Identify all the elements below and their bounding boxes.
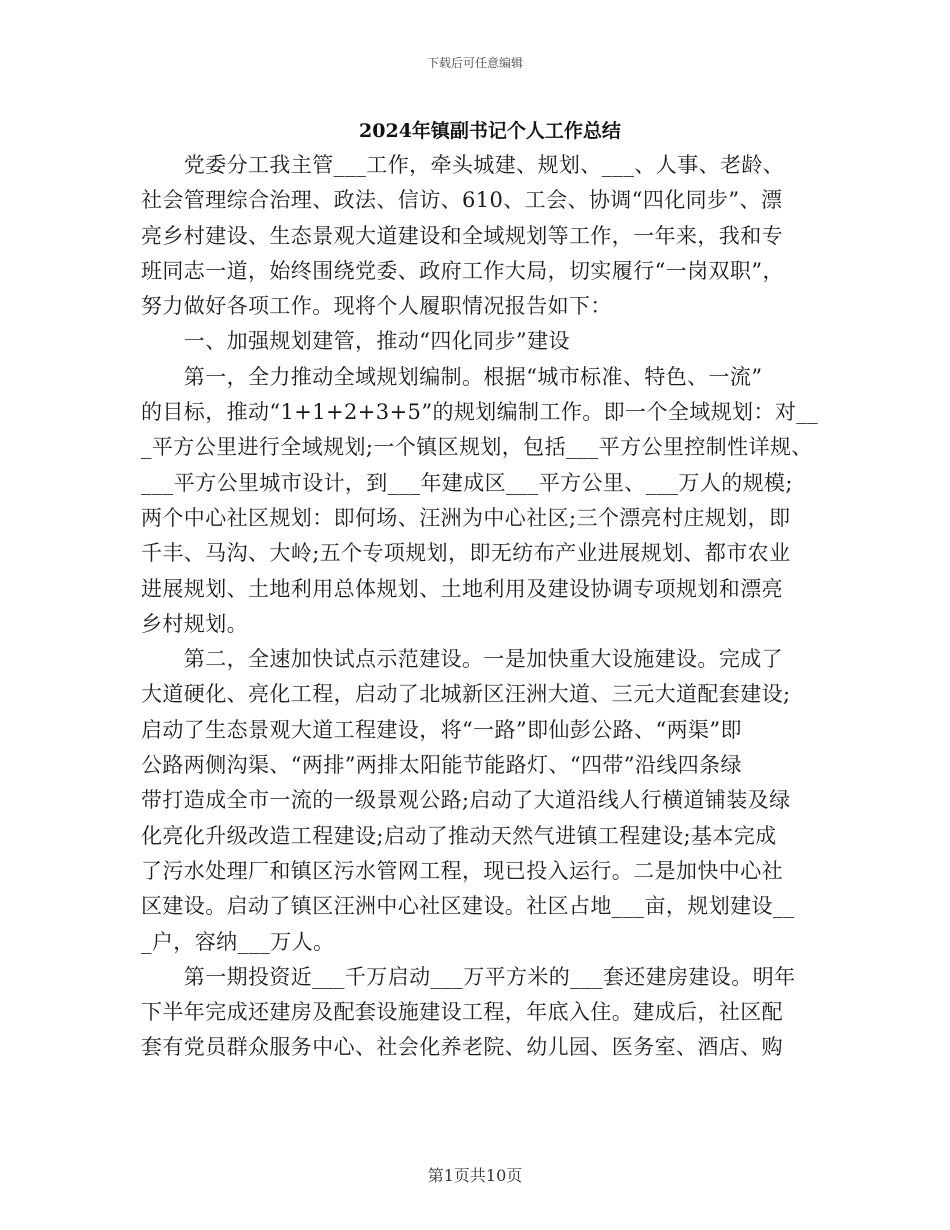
text-line: 化亮化升级改造工程建设;启动了推动天然气进镇工程建设;基本完成 <box>141 823 777 848</box>
text-line: 一、加强规划建管，推动“四化同步”建设 <box>141 329 570 354</box>
text-line: 千丰、马沟、大岭;五个专项规划，即无纺布产业进展规划、都市农业 <box>141 541 791 566</box>
text-line: 努力做好各项工作。现将个人履职情况报告如下： <box>141 294 612 319</box>
text-line: 带打造成全市一流的一级景观公路;启动了大道沿线人行横道铺装及绿 <box>141 788 791 813</box>
text-line: 亮乡村建设、生态景观大道建设和全域规划等工作，一年来，我和专 <box>141 223 783 248</box>
text-line: 大道硬化、亮化工程，启动了北城新区汪洲大道、三元大道配套建设; <box>141 682 791 707</box>
text-line: 公路两侧沟渠、“两排”两排太阳能节能路灯、“四带”沿线四条绿 <box>141 753 742 778</box>
page-footer: 第1页共10页 <box>427 1166 523 1185</box>
header-note: 下载后可任意编辑 <box>426 56 523 70</box>
text-line: 第一期投资近___千万启动___万平方米的___套还建房建设。明年 <box>141 964 796 989</box>
text-line: _户，容纳___万人。 <box>141 929 335 954</box>
text-line: ___平方公里城市设计，到___年建成区___平方公里、___万人的规模; <box>141 470 793 495</box>
text-line: 第二，全速加快试点示范建设。一是加快重大设施建设。完成了 <box>141 647 783 672</box>
text-line: 两个中心社区规划：即何场、汪洲为中心社区;三个漂亮村庄规划，即 <box>141 505 791 530</box>
text-line: 套有党员群众服务中心、社会化养老院、幼儿园、医务室、酒店、购 <box>141 1035 783 1060</box>
text-line: 进展规划、土地利用总体规划、土地利用及建设协调专项规划和漂亮 <box>141 576 783 601</box>
text-line: 下半年完成还建房及配套设施建设工程，年底入住。建成后，社区配 <box>141 1000 783 1025</box>
text-line: _平方公里进行全域规划;一个镇区规划，包括___平方公里控制性详规、 <box>141 435 813 460</box>
text-line: 了污水处理厂和镇区污水管网工程，现已投入运行。二是加快中心社 <box>141 858 783 883</box>
document-title: 2024年镇副书记个人工作总结 <box>359 120 621 142</box>
document-body <box>141 148 821 1066</box>
text-line: 启动了生态景观大道工程建设，将“一路”即仙彭公路、“两渠”即 <box>141 717 742 742</box>
text-line: 区建设。启动了镇区汪洲中心社区建设。社区占地___亩，规划建设__ <box>141 894 795 919</box>
text-line: 班同志一道，始终围绕党委、政府工作大局，切实履行“一岗双职”， <box>141 258 784 283</box>
text-line: 第一，全力推动全域规划编制。根据“城市标准、特色、一流” <box>141 364 763 389</box>
text-line: 党委分工我主管___工作，牵头城建、规划、___、人事、老龄、 <box>141 153 785 177</box>
text-line: 的目标，推动“1+1+2+3+5”的规划编制工作。即一个全域规划：对__ <box>141 400 819 425</box>
text-line: 社会管理综合治理、政法、信访、610、工会、协调“四化同步”、漂 <box>141 188 783 213</box>
text-line: 乡村规划。 <box>141 611 248 636</box>
